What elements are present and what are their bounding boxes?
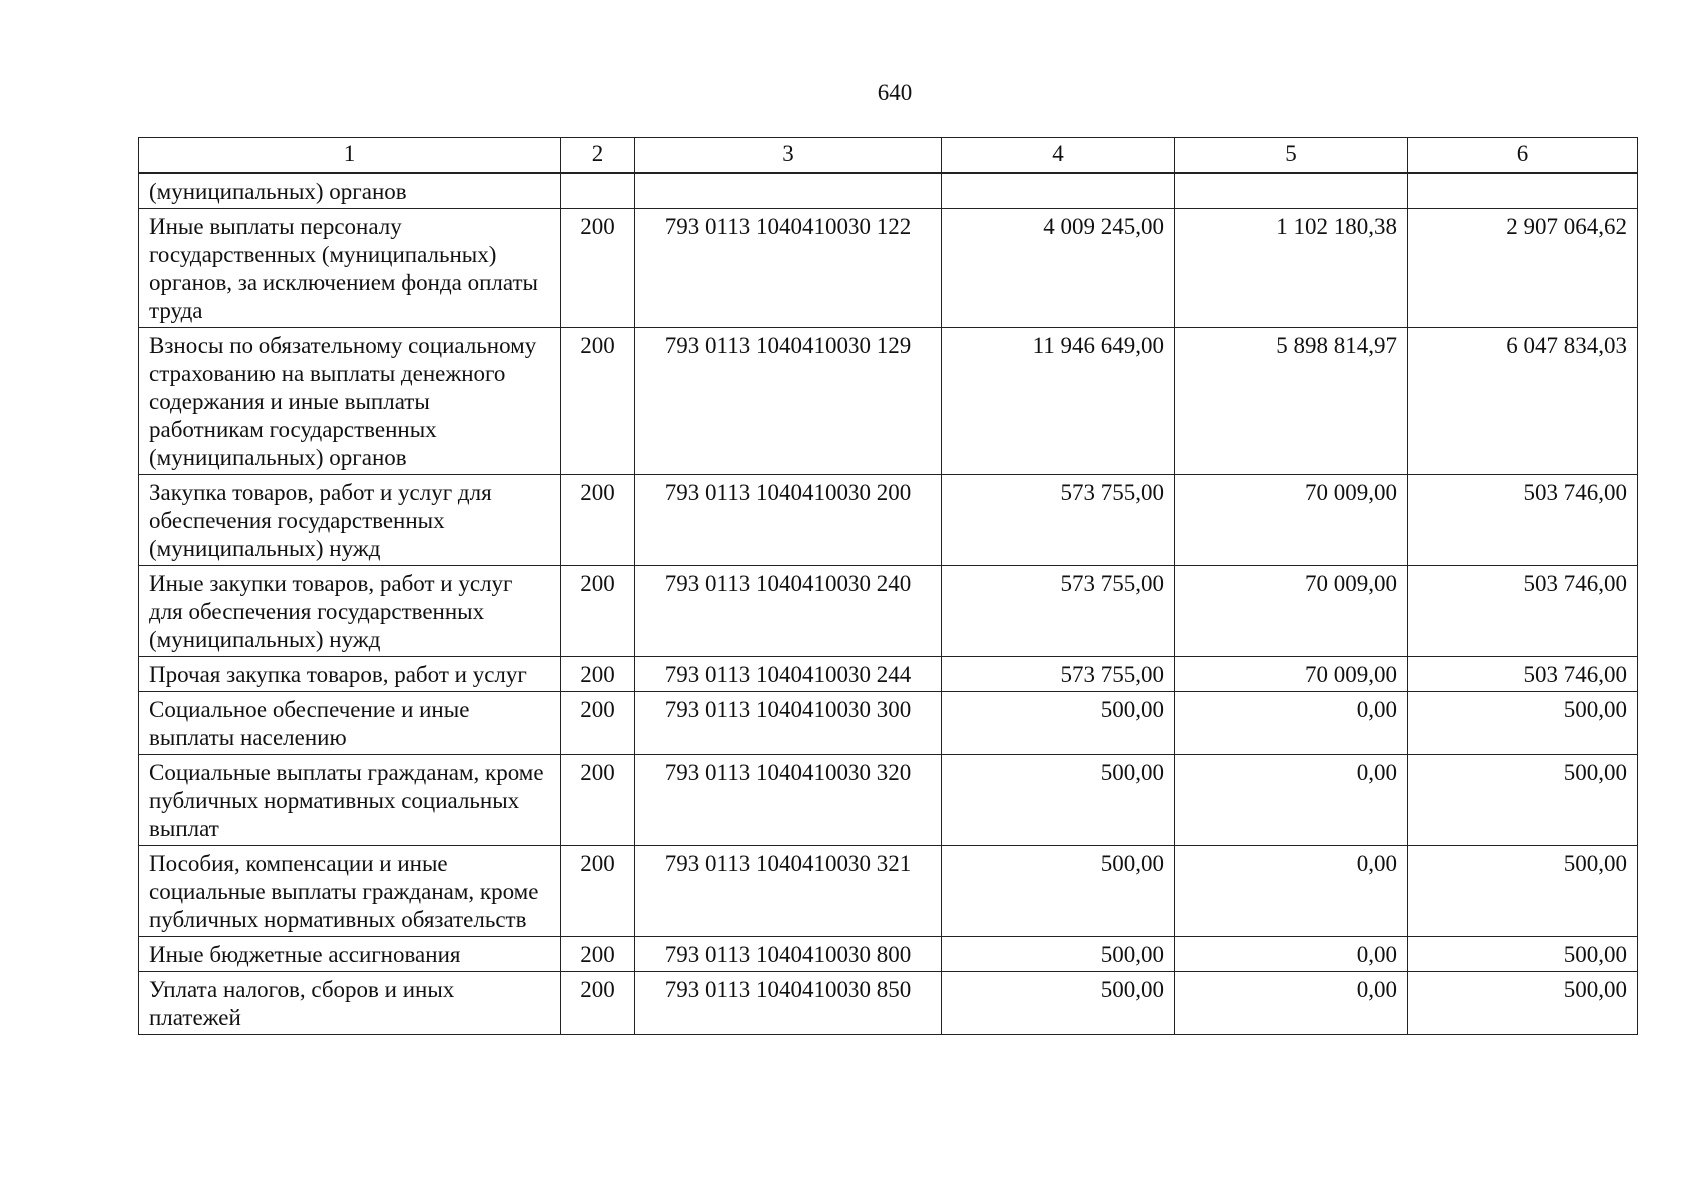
row-executed: 0,00 <box>1175 692 1408 755</box>
row-executed: 0,00 <box>1175 846 1408 937</box>
page-number: 640 <box>877 80 913 105</box>
row-kbk: 793 0113 1040410030 320 <box>635 755 942 846</box>
table-row <box>139 566 1638 657</box>
row-name: Закупка товаров, работ и услуг для обеспечения государственных (муниципальных) нужд <box>139 475 561 566</box>
row-code: 200 <box>561 937 635 972</box>
row-unexecuted: 500,00 <box>1408 755 1638 846</box>
row-code: 200 <box>561 328 635 475</box>
row-kbk: 793 0113 1040410030 129 <box>635 328 942 475</box>
row-unexecuted: 503 746,00 <box>1408 566 1638 657</box>
row-kbk: 793 0113 1040410030 321 <box>635 846 942 937</box>
row-approved: 500,00 <box>942 692 1175 755</box>
row-unexecuted: 500,00 <box>1408 692 1638 755</box>
row-approved: 500,00 <box>942 937 1175 972</box>
table-row <box>139 755 1638 846</box>
row-name: Иные выплаты персоналу государственных (муниципальных) органов, за исключением фонда оплаты труда <box>139 209 561 328</box>
row-code: 200 <box>561 972 635 1035</box>
row-unexecuted: 500,00 <box>1408 972 1638 1035</box>
column-number-header-row <box>139 138 1638 174</box>
row-unexecuted: 500,00 <box>1408 846 1638 937</box>
row-kbk <box>635 173 942 209</box>
table-row <box>139 475 1638 566</box>
table-row <box>139 328 1638 475</box>
row-code: 200 <box>561 692 635 755</box>
column-header-4: 4 <box>942 138 1175 174</box>
row-name: Пособия, компенсации и иные социальные выплаты гражданам, кроме публичных нормативных обязательств <box>139 846 561 937</box>
column-header-1: 1 <box>139 138 561 174</box>
row-name: Иные бюджетные ассигнования <box>139 937 561 972</box>
row-kbk: 793 0113 1040410030 244 <box>635 657 942 692</box>
row-name: Прочая закупка товаров, работ и услуг <box>139 657 561 692</box>
row-kbk: 793 0113 1040410030 200 <box>635 475 942 566</box>
row-executed: 0,00 <box>1175 937 1408 972</box>
table-row <box>139 846 1638 937</box>
row-unexecuted: 6 047 834,03 <box>1408 328 1638 475</box>
row-unexecuted: 2 907 064,62 <box>1408 209 1638 328</box>
row-executed: 0,00 <box>1175 972 1408 1035</box>
row-executed: 5 898 814,97 <box>1175 328 1408 475</box>
row-code: 200 <box>561 209 635 328</box>
row-executed: 70 009,00 <box>1175 566 1408 657</box>
row-approved: 500,00 <box>942 755 1175 846</box>
table-row <box>139 972 1638 1035</box>
row-kbk: 793 0113 1040410030 300 <box>635 692 942 755</box>
column-header-3: 3 <box>635 138 942 174</box>
table-row <box>139 173 1638 209</box>
row-unexecuted: 503 746,00 <box>1408 475 1638 566</box>
column-header-2: 2 <box>561 138 635 174</box>
column-header-6: 6 <box>1408 138 1638 174</box>
row-name: Социальные выплаты гражданам, кроме публичных нормативных социальных выплат <box>139 755 561 846</box>
row-approved: 573 755,00 <box>942 475 1175 566</box>
row-code: 200 <box>561 755 635 846</box>
row-name: (муниципальных) органов <box>139 173 561 209</box>
row-unexecuted: 500,00 <box>1408 937 1638 972</box>
row-code: 200 <box>561 566 635 657</box>
table-row <box>139 692 1638 755</box>
budget-execution-table <box>138 137 1638 1035</box>
row-approved: 500,00 <box>942 972 1175 1035</box>
row-approved <box>942 173 1175 209</box>
table-row <box>139 657 1638 692</box>
row-code <box>561 173 635 209</box>
row-unexecuted <box>1408 173 1638 209</box>
row-executed: 1 102 180,38 <box>1175 209 1408 328</box>
column-header-5: 5 <box>1175 138 1408 174</box>
row-executed <box>1175 173 1408 209</box>
row-code: 200 <box>561 846 635 937</box>
table-row <box>139 209 1638 328</box>
row-executed: 0,00 <box>1175 755 1408 846</box>
row-approved: 573 755,00 <box>942 657 1175 692</box>
row-approved: 573 755,00 <box>942 566 1175 657</box>
row-unexecuted: 503 746,00 <box>1408 657 1638 692</box>
row-approved: 4 009 245,00 <box>942 209 1175 328</box>
row-approved: 500,00 <box>942 846 1175 937</box>
row-kbk: 793 0113 1040410030 850 <box>635 972 942 1035</box>
row-code: 200 <box>561 657 635 692</box>
row-executed: 70 009,00 <box>1175 657 1408 692</box>
row-code: 200 <box>561 475 635 566</box>
row-name: Социальное обеспечение и иные выплаты населению <box>139 692 561 755</box>
row-kbk: 793 0113 1040410030 800 <box>635 937 942 972</box>
table-row <box>139 937 1638 972</box>
row-name: Иные закупки товаров, работ и услуг для обеспечения государственных (муниципальных) нужд <box>139 566 561 657</box>
row-executed: 70 009,00 <box>1175 475 1408 566</box>
row-name: Взносы по обязательному социальному страхованию на выплаты денежного содержания и иные выплаты работникам государственных (муниципальных) органов <box>139 328 561 475</box>
row-kbk: 793 0113 1040410030 122 <box>635 209 942 328</box>
row-name: Уплата налогов, сборов и иных платежей <box>139 972 561 1035</box>
row-kbk: 793 0113 1040410030 240 <box>635 566 942 657</box>
row-approved: 11 946 649,00 <box>942 328 1175 475</box>
